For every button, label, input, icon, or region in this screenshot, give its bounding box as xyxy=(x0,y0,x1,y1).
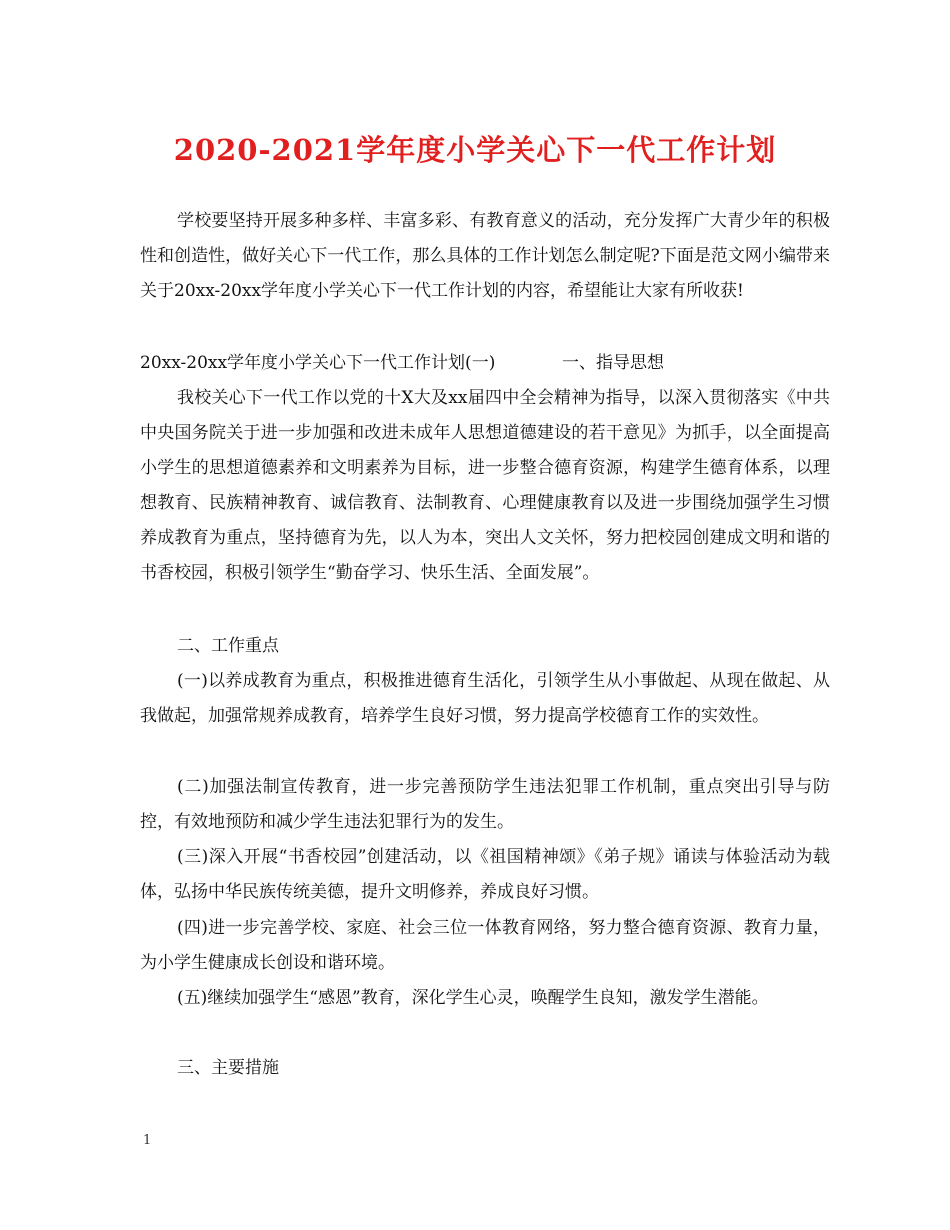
document-title: 2020-2021学年度小学关心下一代工作计划 xyxy=(173,133,777,167)
work-point-2: (二)加强法制宣传教育，进一步完善预防学生违法犯罪工作机制，重点突出引导与防控，有效地预防和减少学生违法犯罪行为的发生。 xyxy=(140,777,830,832)
work-point-5: (五)继续加强学生“感恩”教育，深化学生心灵，唤醒学生良知，激发学生潜能。 xyxy=(177,988,769,1008)
section-1-body: 我校关心下一代工作以党的十X大及xx届四中全会精神为指导，以深入贯彻落实《中共中央国务院关于进一步加强和改进未成年人思想道德建设的若干意见》为抓手，以全面提高小学生的思想道德素养和文明素养为目标，进一步整合德育资源，构建学生德育体系，以理想教育、民族精神教育、诚信教育、法制教育、心理健康教育以及进一步围绕加强学生习惯养成教育为重点，坚持德育为先，以人为本，突出人文关怀，努力把校园创建成文明和谐的书香校园，积极引领学生“勤奋学习、快乐生活、全面发展”。 xyxy=(140,388,830,583)
page-number: 1 xyxy=(143,1133,152,1148)
work-point-4: (四)进一步完善学校、家庭、社会三位一体教育网络，努力整合德育资源、教育力量，为小学生健康成长创设和谐环境。 xyxy=(140,918,830,973)
plan-heading: 20xx-20xx学年度小学关心下一代工作计划(一) xyxy=(140,353,496,373)
intro-paragraph: 学校要坚持开展多种多样、丰富多彩、有教育意义的活动，充分发挥广大青少年的积极性和创造性，做好关心下一代工作，那么具体的工作计划怎么制定呢?下面是范文网小编带来关于20xx-20xx学年度小学关心下一代工作计划的内容，希望能让大家有所收获! xyxy=(140,211,830,301)
work-point-1: (一)以养成教育为重点，积极推进德育生活化，引领学生从小事做起、从现在做起、从我做起，加强常规养成教育，培养学生良好习惯，努力提高学校德育工作的实效性。 xyxy=(140,671,830,726)
section-2-heading: 二、工作重点 xyxy=(177,636,279,656)
section-1-heading: 一、指导思想 xyxy=(562,353,664,373)
section-3-heading: 三、主要措施 xyxy=(177,1058,279,1078)
work-point-3: (三)深入开展“书香校园”创建活动，以《祖国精神颂》《弟子规》诵读与体验活动为载体，弘扬中华民族传统美德，提升文明修养，养成良好习惯。 xyxy=(140,847,830,902)
